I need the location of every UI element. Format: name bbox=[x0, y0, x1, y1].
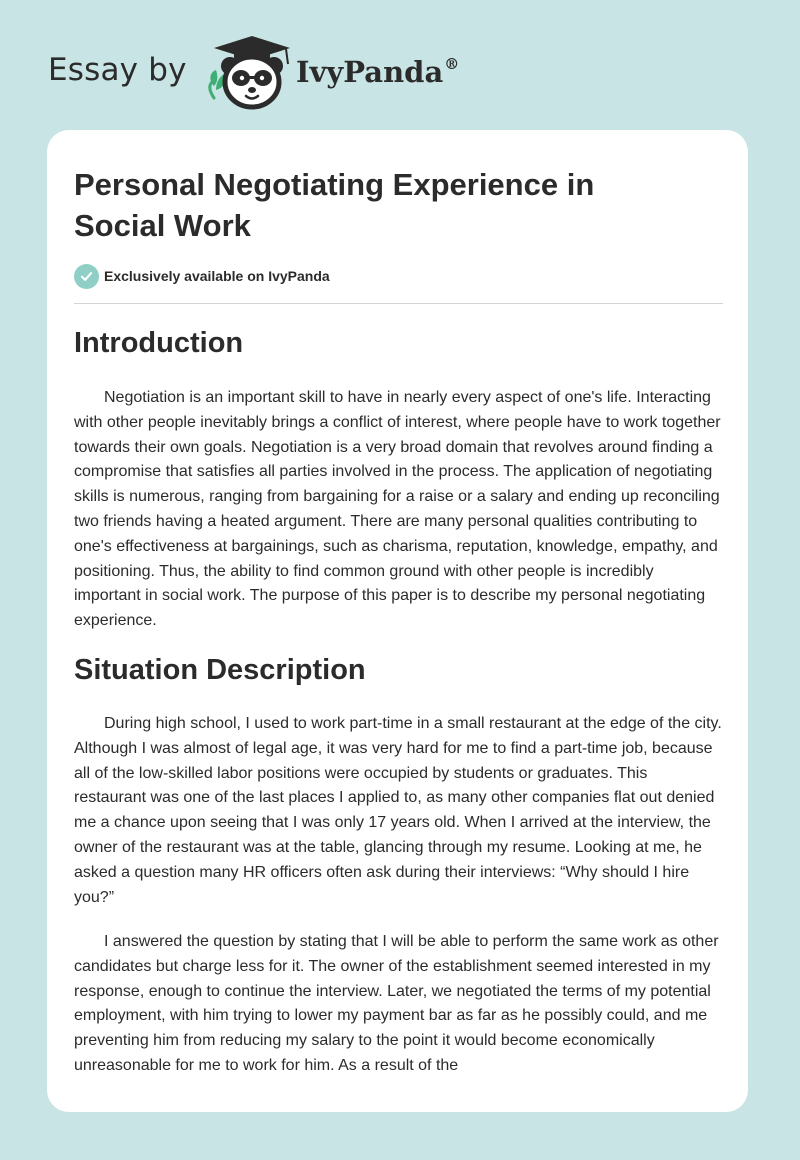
essay-card bbox=[47, 130, 748, 1112]
essay-title: Personal Negotiating Experience in Social Work bbox=[74, 167, 595, 243]
section-heading-situation-description: Situation Description bbox=[74, 654, 366, 686]
section-heading-introduction: Introduction bbox=[74, 327, 244, 359]
paragraph: During high school, I used to work part-time in a small restaurant at the edge of the city. Although I was almost of legal age, it was very hard for me to find a part-time job, because all of the low-skilled labor positions were occupied by students or graduates. This restaurant was one of the last places I applied to, as many other companies flat out denied me a chance upon seeing that I was only 17 years old. When I arrived at the interview, the owner of the restaurant was at the table, glancing through my resume. Looking at me, he asked a question many HR officers often ask during their interviews: “Why should I hire you?” bbox=[74, 715, 722, 906]
registered-mark: ® bbox=[444, 55, 460, 74]
essay-by-label: Essay by bbox=[48, 52, 187, 88]
check-icon bbox=[74, 264, 99, 289]
exclusive-badge bbox=[74, 263, 330, 289]
site-header bbox=[48, 30, 548, 110]
brand-name[interactable] bbox=[296, 55, 459, 89]
title-divider bbox=[74, 303, 723, 304]
panda-logo-icon[interactable] bbox=[204, 34, 294, 110]
badge-text: Exclusively available on IvyPanda bbox=[104, 268, 330, 284]
paragraph: I answered the question by stating that I will be able to perform the same work as other candidates but charge less for it. The owner of the establishment seemed interested in my response, enough to continue the interview. Later, we negotiated the terms of my potential employment, with him trying to lower my payment bar as far as he possibly could, and me preventing him from reducing my salary to the point it would become economically unreasonable for me to work for him. As a result of the bbox=[74, 933, 719, 1074]
brand-name-text: IvyPanda bbox=[296, 55, 444, 89]
paragraph: Negotiation is an important skill to have in nearly every aspect of one's life. Interacting with other people inevitably brings a conflict of interest, where people have to work together towards their own goals. Negotiation is a very broad domain that revolves around finding a compromise that satisfies all parties involved in the process. The application of negotiating skills is numerous, ranging from bargaining for a raise or a salary and ending up reconciling two friends having a heated argument. There are many personal qualities contributing to one's effectiveness at bargainings, such as charisma, reputation, knowledge, empathy, and positioning. Thus, the ability to find common ground with other people is incredibly important in social work. The purpose of this paper is to describe my personal negotiating experience. bbox=[74, 389, 721, 630]
